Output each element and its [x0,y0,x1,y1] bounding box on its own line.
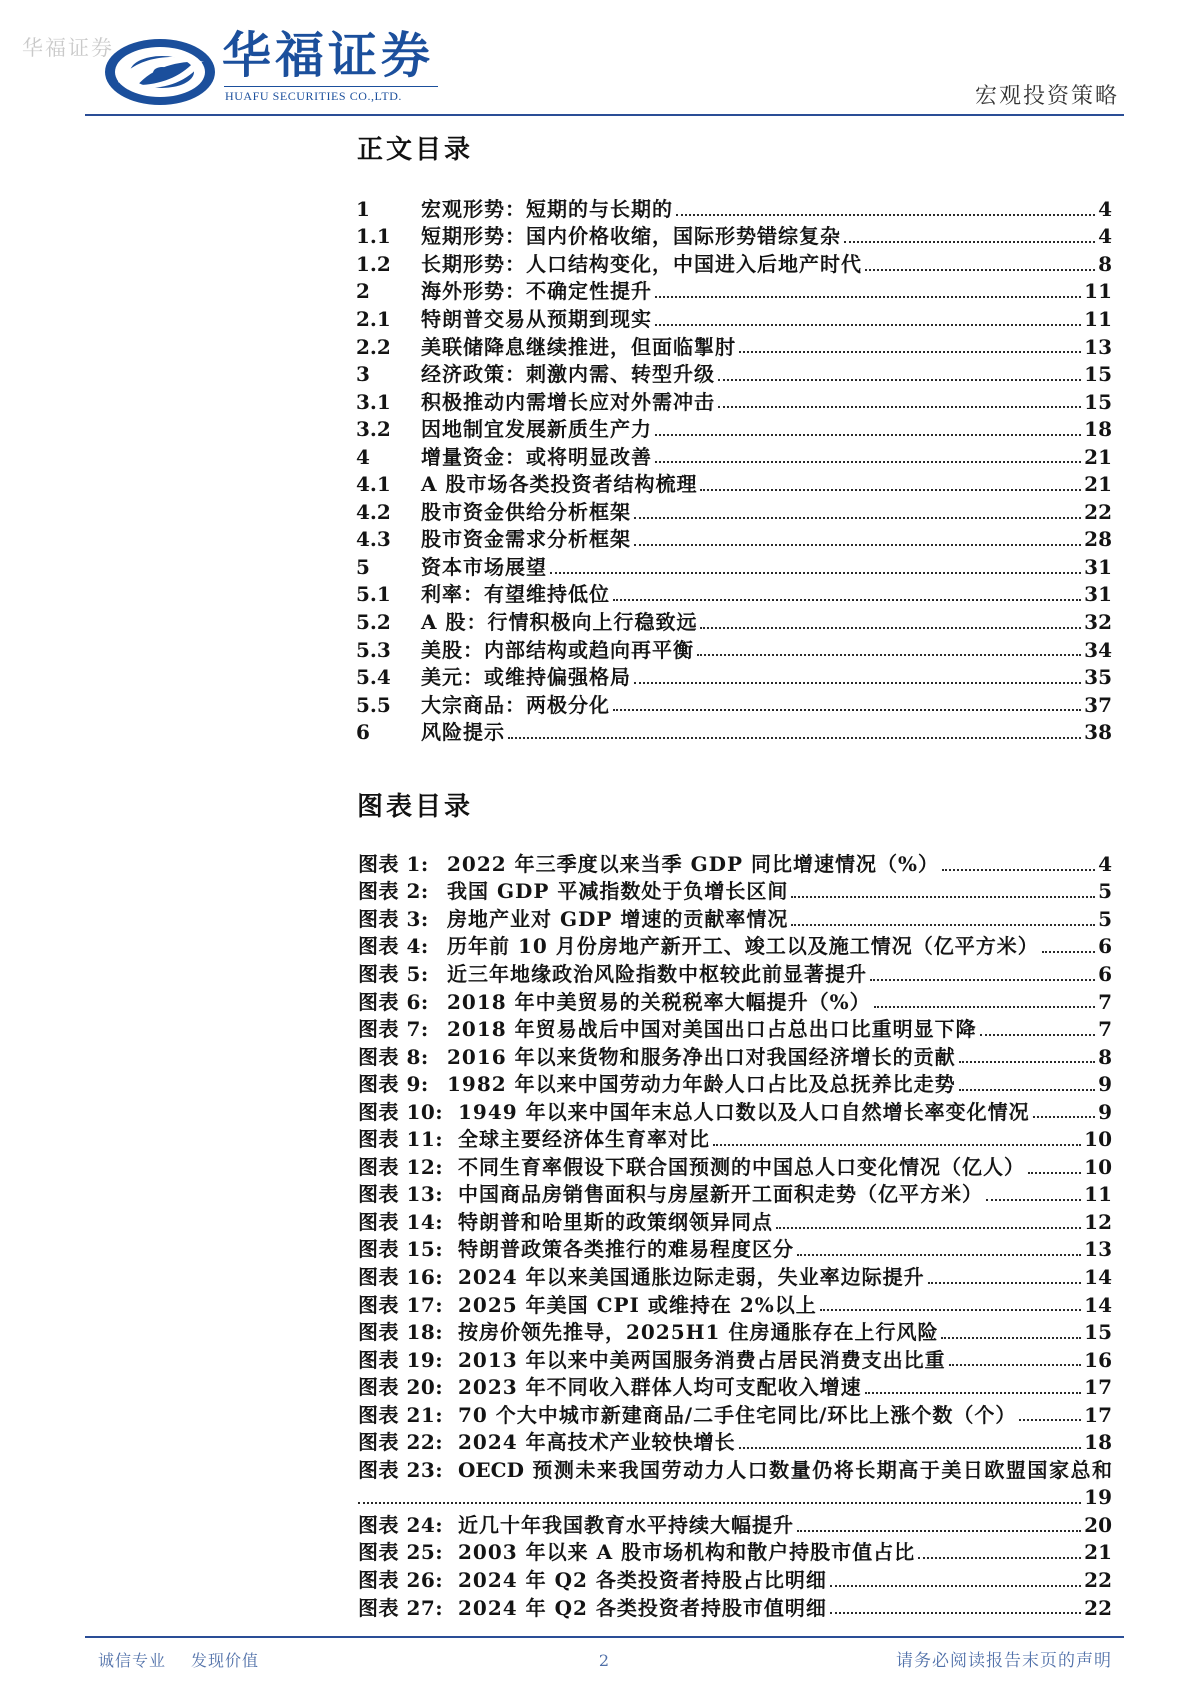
figure-entry[interactable] [358,1401,1112,1429]
toc-page: 8 [1098,251,1112,276]
figure-label: 图表 18: [358,1320,444,1345]
toc-number: 1 [356,196,370,221]
figure-entry[interactable] [358,905,1112,933]
toc-page: 32 [1084,609,1112,634]
figure-title: 2003 年以来 A 股市场机构和散户持股市值占比 [458,1540,916,1565]
dot-leader [865,269,1095,271]
toc-title: 利率：有望维持低位 [421,582,610,607]
figure-title: 不同生育率假设下联合国预测的中国总人口变化情况（亿人） [458,1154,1025,1179]
toc-number: 5 [356,554,370,579]
dot-leader [655,434,1081,436]
dot-leader [1019,1419,1081,1421]
figure-page: 6 [1098,934,1112,959]
toc-title: 海外形势：不确定性提升 [421,279,652,304]
dot-leader [508,737,1081,739]
toc-title: 积极推动内需增长应对外需冲击 [421,389,715,414]
figure-page: 10 [1084,1154,1112,1179]
toc-entry[interactable] [356,691,1112,719]
figure-title: 我国 GDP 平减指数处于负增长区间 [447,879,789,904]
dot-leader [918,1557,1081,1559]
dot-leader [1033,1116,1095,1118]
figure-page: 22 [1084,1567,1112,1592]
dot-leader [830,1612,1081,1614]
toc-entry[interactable] [356,581,1112,609]
figure-title: 2024 年 Q2 各类投资者持股市值明细 [458,1595,827,1620]
toc-entry[interactable] [356,636,1112,664]
figures-list [358,850,1112,1621]
toc-entry[interactable] [356,470,1112,498]
footer-slogan-2: 发现价值 [191,1651,260,1670]
toc-page: 37 [1084,692,1112,717]
figure-title: 2016 年以来货物和服务净出口对我国经济增长的贡献 [447,1044,956,1069]
figure-label: 图表 21: [358,1402,444,1427]
figure-label: 图表 2: [358,879,429,904]
toc-number: 3.1 [356,389,391,414]
brand-name-en: HUAFU SECURITIES CO.,LTD. [225,89,402,103]
figure-entry[interactable] [358,850,1112,878]
figure-label: 图表 20: [358,1375,444,1400]
figure-page: 9 [1098,1099,1112,1124]
figure-entry[interactable] [358,878,1112,906]
toc-number: 2.2 [356,334,391,359]
toc-list [356,195,1112,746]
figure-entry[interactable] [358,1263,1112,1291]
dot-leader [713,1144,1081,1146]
toc-number: 5.2 [356,609,391,634]
toc-number: 4.2 [356,499,391,524]
toc-page: 31 [1084,582,1112,607]
figure-title: 2024 年高技术产业较快增长 [458,1430,736,1455]
figure-page: 5 [1098,879,1112,904]
figure-label: 图表 8: [358,1044,429,1069]
dot-leader [959,1089,1095,1091]
dot-leader [676,214,1095,216]
toc-entry[interactable] [356,223,1112,251]
footer-slogan-1: 诚信专业 [98,1651,167,1670]
toc-entry[interactable] [356,443,1112,471]
toc-page: 21 [1084,472,1112,497]
dot-leader [986,1199,1081,1201]
figure-title: 1949 年以来中国年末总人口数以及人口自然增长率变化情况 [458,1099,1030,1124]
figure-page: 22 [1084,1595,1112,1620]
figure-page: 7 [1098,989,1112,1014]
dot-leader [797,1530,1081,1532]
figure-entry[interactable] [358,1125,1112,1153]
dot-leader [739,351,1081,353]
figure-entry[interactable] [358,1511,1112,1539]
toc-title: 短期形势：国内价格收缩，国际形势错综复杂 [421,224,841,249]
toc-number: 2.1 [356,306,391,331]
figures-heading: 图表目录 [357,792,474,822]
toc-number: 1.2 [356,251,391,276]
toc-title: 因地制宜发展新质生产力 [421,417,652,442]
toc-page: 21 [1084,444,1112,469]
toc-number: 4 [356,444,370,469]
figure-label: 图表 13: [358,1182,444,1207]
toc-page: 35 [1084,665,1112,690]
toc-entry[interactable] [356,415,1112,443]
figure-label: 图表 14: [358,1209,444,1234]
figure-label: 图表 27: [358,1595,444,1620]
figure-label: 图表 5: [358,961,429,986]
figure-title: 2018 年中美贸易的关税税率大幅提升（%） [447,989,871,1014]
figure-page: 5 [1098,906,1112,931]
page-number: 2 [598,1651,610,1670]
toc-page: 15 [1084,362,1112,387]
figure-entry[interactable] [358,1043,1112,1071]
figure-label: 图表 23: [358,1457,444,1482]
toc-page: 15 [1084,389,1112,414]
figure-label: 图表 16: [358,1264,444,1289]
figure-entry[interactable] [358,1015,1112,1043]
figure-page: 9 [1098,1072,1112,1097]
figure-label: 图表 26: [358,1567,444,1592]
dot-leader [959,1061,1095,1063]
figure-page: 14 [1084,1264,1112,1289]
figure-title: 近几十年我国教育水平持续大幅提升 [458,1512,794,1537]
figure-title: 2024 年以来美国通胀边际走弱，失业率边际提升 [458,1264,925,1289]
figure-title: 2023 年不同收入群体人均可支配收入增速 [458,1375,862,1400]
figure-label: 图表 3: [358,906,429,931]
figure-entry[interactable] [358,1318,1112,1346]
dot-leader [718,379,1081,381]
toc-entry[interactable] [356,388,1112,416]
toc-title: 风险提示 [421,720,505,745]
toc-number: 5.5 [356,692,391,717]
dot-leader [844,241,1095,243]
toc-title: A 股：行情积极向上行稳致远 [421,609,698,634]
brand-divider [224,86,438,87]
figure-page: 13 [1084,1237,1112,1262]
toc-entry[interactable] [356,553,1112,581]
toc-page: 11 [1084,279,1112,304]
figure-label: 图表 9: [358,1072,429,1097]
toc-page: 4 [1098,224,1112,249]
toc-entry[interactable] [356,250,1112,278]
figure-page: 6 [1098,961,1112,986]
figure-title: OECD 预测未来我国劳动力人口数量仍将长期高于美日欧盟国家总和 [458,1457,1112,1482]
figure-page: 19 [1084,1485,1112,1510]
dot-leader [820,1309,1081,1311]
toc-page: 13 [1084,334,1112,359]
figure-entry[interactable] [358,1291,1112,1319]
toc-number: 3.2 [356,417,391,442]
toc-page: 11 [1084,306,1112,331]
toc-entry[interactable] [356,305,1112,333]
dot-leader [655,324,1081,326]
figure-entry[interactable] [358,1594,1112,1622]
figure-label: 图表 1: [358,851,429,876]
figure-label: 图表 24: [358,1512,444,1537]
figure-label: 图表 15: [358,1237,444,1262]
figure-label: 图表 11: [358,1127,444,1152]
dot-leader [700,489,1081,491]
toc-page: 22 [1084,499,1112,524]
figure-label: 图表 4: [358,934,429,959]
figure-label: 图表 19: [358,1347,444,1372]
dot-leader [791,896,1095,898]
figure-page: 4 [1098,851,1112,876]
figure-entry[interactable] [358,960,1112,988]
figure-page: 21 [1084,1540,1112,1565]
figure-page: 8 [1098,1044,1112,1069]
toc-page: 31 [1084,554,1112,579]
toc-entry[interactable] [356,526,1112,554]
toc-title: 美元：或维持偏强格局 [421,665,631,690]
brand-name-cn: 华福证券 [222,27,435,84]
toc-page: 34 [1084,637,1112,662]
figure-page: 20 [1084,1512,1112,1537]
figure-label: 图表 7: [358,1017,429,1042]
toc-number: 5.4 [356,665,391,690]
toc-page: 4 [1098,196,1112,221]
figure-entry[interactable] [358,1373,1112,1401]
dot-leader [776,1227,1081,1229]
watermark-text: 华福证券 [22,36,114,60]
figure-entry[interactable] [358,1428,1112,1456]
dot-leader [942,869,1095,871]
figure-title: 2022 年三季度以来当季 GDP 同比增速情况（%） [447,851,940,876]
figure-title: 近三年地缘政治风险指数中枢较此前显著提升 [447,961,867,986]
toc-title: 宏观形势：短期的与长期的 [421,196,673,221]
figure-title: 特朗普政策各类推行的难易程度区分 [458,1237,794,1262]
toc-title: 大宗商品：两极分化 [421,692,610,717]
toc-number: 3 [356,362,370,387]
report-type: 宏观投资策略 [975,84,1120,109]
figure-title: 特朗普和哈里斯的政策纲领异同点 [458,1209,773,1234]
toc-title: 美联储降息继续推进，但面临掣肘 [421,334,736,359]
figure-label: 图表 10: [358,1099,444,1124]
dot-leader [874,1006,1095,1008]
figure-entry[interactable] [358,988,1112,1016]
figure-entry[interactable] [358,1236,1112,1264]
figure-page: 17 [1084,1402,1112,1427]
dot-leader [928,1282,1082,1284]
dot-leader [797,1254,1081,1256]
toc-number: 6 [356,720,370,745]
dot-leader [870,979,1095,981]
figure-title: 按房价领先推导，2025H1 住房通胀存在上行风险 [458,1320,939,1345]
toc-number: 2 [356,279,370,304]
toc-title: 长期形势：人口结构变化，中国进入后地产时代 [421,251,862,276]
dot-leader [700,627,1081,629]
figure-label: 图表 12: [358,1154,444,1179]
footer-disclaimer: 请务必阅读报告末页的声明 [896,1651,1112,1671]
toc-number: 4.3 [356,527,391,552]
dot-leader [655,296,1081,298]
dot-leader [830,1585,1081,1587]
dot-leader [634,682,1081,684]
dot-leader [865,1392,1082,1394]
figure-title: 房地产业对 GDP 增速的贡献率情况 [447,906,789,931]
toc-title: A 股市场各类投资者结构梳理 [421,472,698,497]
dot-leader [634,517,1081,519]
figure-title: 1982 年以来中国劳动力年龄人口占比及总抚养比走势 [447,1072,956,1097]
figure-entry[interactable] [358,1346,1112,1374]
figure-page: 12 [1084,1209,1112,1234]
dot-leader [613,709,1081,711]
figure-title: 2024 年 Q2 各类投资者持股占比明细 [458,1567,827,1592]
toc-number: 5.1 [356,582,391,607]
figure-entry[interactable] [358,1098,1112,1126]
figure-label: 图表 22: [358,1430,444,1455]
figure-title: 70 个大中城市新建商品/二手住宅同比/环比上涨个数（个） [458,1402,1017,1427]
figure-title: 历年前 10 月份房地产新开工、竣工以及施工情况（亿平方米） [447,934,1039,959]
figure-entry[interactable] [358,1208,1112,1236]
toc-title: 经济政策：刺激内需、转型升级 [421,362,715,387]
figure-page: 10 [1084,1127,1112,1152]
huafu-logo-icon [104,38,216,106]
dot-leader [655,461,1081,463]
figure-page: 14 [1084,1292,1112,1317]
dot-leader [980,1034,1095,1036]
dot-leader [613,599,1081,601]
toc-entry[interactable] [356,195,1112,223]
toc-title: 资本市场展望 [421,554,547,579]
dot-leader [941,1337,1081,1339]
toc-number: 5.3 [356,637,391,662]
dot-leader [1028,1172,1081,1174]
figure-title: 中国商品房销售面积与房屋新开工面积走势（亿平方米） [458,1182,983,1207]
figure-entry[interactable] [358,1153,1112,1181]
figure-title: 2025 年美国 CPI 或维持在 2%以上 [458,1292,817,1317]
figure-entry[interactable] [358,1566,1112,1594]
toc-page: 18 [1084,417,1112,442]
figure-label: 图表 17: [358,1292,444,1317]
toc-title: 股市资金供给分析框架 [421,499,631,524]
figure-page: 17 [1084,1375,1112,1400]
footer-divider [85,1636,1124,1638]
dot-leader [791,924,1095,926]
figure-page: 18 [1084,1430,1112,1455]
toc-heading: 正文目录 [357,135,474,165]
toc-title: 特朗普交易从预期到现实 [421,306,652,331]
figure-title: 2018 年贸易战后中国对美国出口占总出口比重明显下降 [447,1017,977,1042]
figure-entry[interactable] [358,1070,1112,1098]
toc-title: 股市资金需求分析框架 [421,527,631,552]
dot-leader [718,406,1081,408]
figure-label: 图表 6: [358,989,429,1014]
dot-leader [358,1502,1081,1504]
toc-entry[interactable] [356,278,1112,306]
figure-entry[interactable] [358,933,1112,961]
figure-label: 图表 25: [358,1540,444,1565]
toc-number: 4.1 [356,472,391,497]
toc-entry[interactable] [356,498,1112,526]
figure-entry[interactable] [358,1181,1112,1209]
toc-page: 38 [1084,720,1112,745]
toc-entry[interactable] [356,718,1112,746]
figure-page: 11 [1084,1182,1112,1207]
dot-leader [634,544,1081,546]
dot-leader [697,654,1081,656]
toc-page: 28 [1084,527,1112,552]
toc-entry[interactable] [356,360,1112,388]
figure-entry[interactable] [358,1539,1112,1567]
dot-leader [1042,951,1095,953]
figure-page: 7 [1098,1017,1112,1042]
figure-page: 15 [1084,1320,1112,1345]
figure-title: 2013 年以来中美两国服务消费占居民消费支出比重 [458,1347,946,1372]
toc-entry[interactable] [356,663,1112,691]
toc-entry[interactable] [356,608,1112,636]
header-divider [85,114,1124,116]
figure-page: 16 [1084,1347,1112,1372]
toc-title: 美股：内部结构或趋向再平衡 [421,637,694,662]
toc-title: 增量资金：或将明显改善 [421,444,652,469]
dot-leader [949,1364,1082,1366]
dot-leader [550,572,1081,574]
toc-number: 1.1 [356,224,391,249]
toc-entry[interactable] [356,333,1112,361]
dot-leader [739,1447,1082,1449]
figure-title: 全球主要经济体生育率对比 [458,1127,710,1152]
figure-entry[interactable] [358,1456,1112,1511]
